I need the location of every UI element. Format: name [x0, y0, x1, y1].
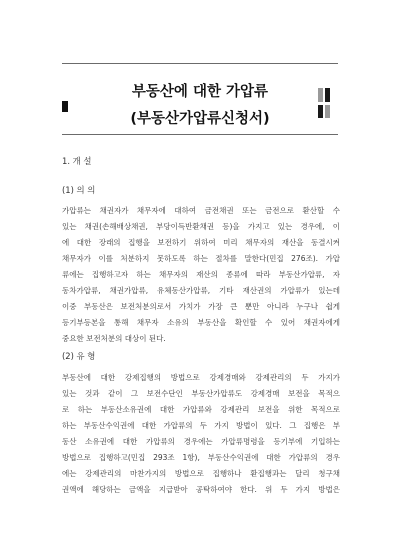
- page-subtitle: (부동산가압류신청서): [130, 111, 270, 127]
- subsection-heading-types: (2) 유 형: [62, 351, 96, 361]
- paragraph-line: 있는 것과 같이 그 보전수단인 부동산가압류도 강제경매 보전을 목적으: [62, 389, 340, 398]
- paragraph-line: 류에는 집행하고자 하는 채무자의 재산의 종류에 따라 부동산가압류, 자: [62, 270, 340, 279]
- paragraph-line: 등기부등본을 통해 채무자 소유의 부동산을 확인할 수 있어 채권자에게: [62, 318, 340, 327]
- paragraph-types: [62, 370, 340, 498]
- paragraph-line: 에 대한 장래의 집행을 보전하기 위하여 미리 채무자의 재산을 동결시켜: [62, 238, 340, 247]
- paragraph-line: 권액에 해당하는 금액을 지급받아 공탁하여야 한다. 위 두 가지 방법은: [62, 485, 340, 494]
- paragraph-line: 에는 강제관리의 마찬가지의 방법으로 집행하나 환집행과는 달리 청구채: [62, 469, 340, 478]
- paragraph-line: 하는 부동산수익권에 대한 가압류의 두 가지 방법이 있다. 그 집행은 부: [62, 421, 340, 430]
- header-top-rule: [62, 63, 338, 64]
- paragraph-line: 부동산에 대한 강제집행의 방법으로 강제경매와 강제관리의 두 가지가: [62, 373, 340, 382]
- paragraph-line: 채무자가 이를 처분하지 못하도록 하는 절차를 말한다(민집 276조). 가압: [62, 254, 340, 263]
- section-heading: 1. 개 설: [62, 156, 92, 166]
- subsection-heading-definition: (1) 의 의: [62, 185, 96, 195]
- paragraph-line: 중요한 보전처분의 대상이 된다.: [62, 334, 166, 343]
- page-title: 부동산에 대한 가압류: [131, 84, 269, 100]
- paragraph-line: 이중 부동산은 보전처분의로서 가치가 가장 큰 뿐만 아니라 누구나 쉽게: [62, 302, 340, 311]
- paragraph-line: 방법으로 집행하고(민집 293조 1항), 부동산수익권에 대한 가압류의 경우: [62, 453, 340, 462]
- header-bottom-rule: [62, 134, 338, 135]
- paragraph-line: 동차가압류, 채권가압류, 유체동산가압류, 기타 재산권의 가압류가 있는데: [62, 286, 340, 295]
- paragraph-line: 동산 소유권에 대한 가압류의 경우에는 가압류명령을 등기부에 기입하는: [62, 437, 340, 446]
- paragraph-definition: [62, 203, 340, 347]
- paragraph-line: 로 하는 부동산소유권에 대한 가압류와 강제관리 보전을 위한 목적으로: [62, 405, 340, 414]
- paragraph-line: 가압류는 채권자가 채무자에 대하여 금전채권 또는 금전으로 환산할 수: [62, 206, 340, 215]
- paragraph-line: 있는 채권(손해배상채권, 부당이득반환채권 등)을 가지고 있는 경우에, 이: [62, 222, 340, 231]
